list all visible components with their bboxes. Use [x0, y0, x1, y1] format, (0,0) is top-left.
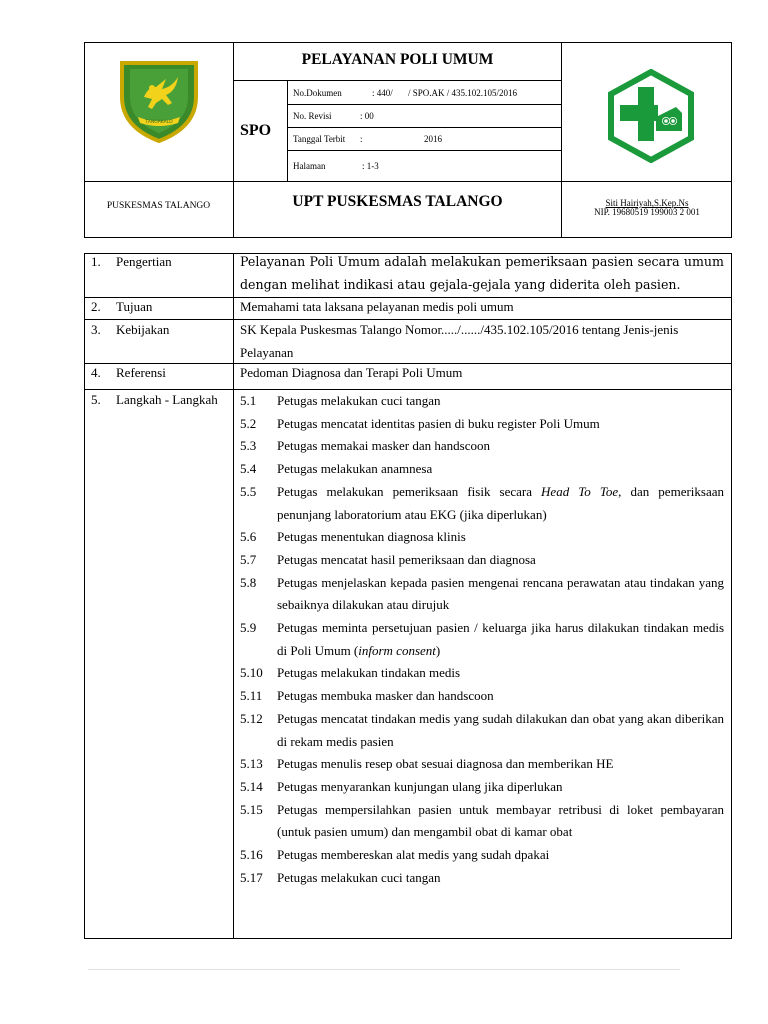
step-text: Petugas melakukan cuci tangan — [277, 869, 441, 885]
list-item — [240, 390, 724, 413]
meta-value: : — [360, 134, 363, 144]
list-item — [240, 662, 724, 685]
signer-name: Siti Hairiyah,S.Kep.Ns — [605, 198, 689, 208]
step-number: 5.17 — [240, 869, 263, 885]
list-item — [240, 617, 724, 662]
step-text: , dan pemeriksaan penunjang laboratorium atau EKG (jika diperlukan) — [277, 483, 724, 522]
section-content: SK Kepala Puskesmas Talango Nomor...../....../435.102.105/2016 tentang Jenis-jenis Pelayanan — [240, 322, 679, 360]
spo-label: SPO — [240, 122, 272, 139]
step-text: ) — [435, 642, 441, 658]
section-content: Pelayanan Poli Umum adalah melakukan pemeriksaan pasien secara umum dengan melihat indikasi atau gejala-gejala yang diderita oleh pasien. — [240, 254, 724, 292]
step-number: 5.12 — [240, 710, 263, 726]
section-number: 5. — [91, 392, 101, 407]
step-text: Petugas melakukan pemeriksaan fisik secara — [277, 483, 542, 499]
step-number: 5.8 — [240, 574, 257, 590]
meta-label: No.Dokumen — [293, 88, 342, 98]
step-number: 5.11 — [240, 688, 263, 704]
meta-value: : 00 — [360, 111, 374, 121]
step-text-italic: Head To Toe — [541, 483, 619, 499]
step-text: Petugas menulis resep obat sesuai diagnosa dan memberikan HE — [277, 756, 614, 772]
list-item — [240, 844, 724, 867]
step-number: 5.7 — [240, 551, 257, 567]
section-content: Pedoman Diagnosa dan Terapi Poli Umum — [240, 365, 463, 380]
section-content: Memahami tata laksana pelayanan medis poli umum — [240, 299, 514, 314]
meta-label: No. Revisi — [293, 111, 332, 121]
list-item — [240, 481, 724, 526]
meta-value: : 440/ — [372, 88, 393, 98]
list-item — [240, 708, 724, 753]
step-text: Petugas membereskan alat medis yang sudah dpakai — [277, 847, 550, 863]
step-text: Petugas melakukan tindakan medis — [277, 665, 461, 681]
step-number: 5.1 — [240, 393, 257, 408]
step-text: Petugas mencatat hasil pemeriksaan dan diagnosa — [277, 551, 536, 567]
step-number: 5.15 — [240, 801, 263, 817]
puskesmas-logo — [606, 69, 696, 163]
step-number: 5.16 — [240, 847, 263, 863]
page-divider — [88, 969, 680, 970]
list-item — [240, 776, 724, 799]
document-title: PELAYANAN POLI UMUM — [301, 51, 494, 68]
step-number: 5.13 — [240, 756, 263, 772]
list-item — [240, 572, 724, 617]
meta-label: Halaman — [293, 161, 326, 171]
step-text: Petugas membuka masker dan handscoon — [277, 688, 494, 704]
section-label: Langkah - Langkah — [116, 392, 218, 407]
meta-label: Tanggal Terbit — [293, 134, 346, 144]
step-text: Petugas menjelaskan kepada pasien mengenai rencana perawatan atau tindakan yang sebaiknya dilakukan atau dirujuk — [277, 574, 724, 613]
step-text: Petugas meminta persetujuan pasien / keluarga jika harus dilakukan tindakan medis di Poli Umum ( — [277, 620, 724, 658]
step-text-italic: inform consent — [358, 642, 436, 658]
list-item — [240, 458, 724, 481]
meta-value-extra: 2016 — [424, 134, 442, 144]
step-text: Petugas melakukan cuci tangan — [277, 393, 441, 408]
section-label: Kebijakan — [116, 322, 170, 337]
meta-value-extra: / SPO.AK / 435.102.105/2016 — [408, 88, 518, 98]
svg-text:TANGAKALO: TANGAKALO — [145, 120, 173, 125]
step-number: 5.5 — [240, 483, 257, 499]
left-footer-label: PUSKESMAS TALANGO — [106, 201, 211, 211]
section-label: Pengertian — [116, 254, 172, 269]
step-text: Petugas mempersilahkan pasien untuk membayar retribusi di loket pembayaran (untuk pasien umum) dan mengambil obat di kamar obat — [277, 801, 724, 840]
step-text: Petugas mencatat identitas pasien di buku register Poli Umum — [277, 415, 600, 431]
step-number: 5.9 — [240, 620, 257, 636]
list-item — [240, 753, 724, 776]
section-number: 3. — [91, 322, 101, 337]
section-label: Referensi — [116, 365, 166, 380]
step-text: Petugas memakai masker dan handscoon — [277, 438, 490, 454]
list-item — [240, 526, 724, 549]
list-item — [240, 435, 724, 458]
step-number: 5.2 — [240, 415, 257, 431]
section-number: 2. — [91, 299, 101, 314]
step-text: Petugas mencatat tindakan medis yang sudah dilakukan dan obat yang akan diberikan di rekam medis pasien — [277, 710, 724, 749]
step-number: 5.4 — [240, 461, 257, 477]
section-label: Tujuan — [116, 299, 153, 314]
list-item — [240, 549, 724, 572]
step-number: 5.3 — [240, 438, 257, 454]
list-item — [240, 799, 724, 844]
list-item — [240, 685, 724, 708]
list-item — [240, 867, 724, 890]
section-number: 1. — [91, 254, 101, 269]
step-number: 5.14 — [240, 778, 263, 794]
signer-nip: NIP. 19680519 199003 2 001 — [594, 207, 700, 217]
step-number: 5.6 — [240, 529, 257, 545]
puskesmas-shield-logo — [116, 57, 202, 145]
section-number: 4. — [91, 365, 101, 380]
step-text: Petugas menentukan diagnosa klinis — [277, 529, 466, 545]
step-text: Petugas melakukan anamnesa — [277, 461, 433, 477]
step-number: 5.10 — [240, 665, 263, 681]
steps-list — [240, 390, 724, 889]
list-item — [240, 413, 724, 436]
center-footer-label: UPT PUSKESMAS TALANGO — [292, 193, 503, 210]
step-text: Petugas menyarankan kunjungan ulang jika diperlukan — [277, 778, 563, 794]
meta-value: : 1-3 — [362, 161, 379, 171]
